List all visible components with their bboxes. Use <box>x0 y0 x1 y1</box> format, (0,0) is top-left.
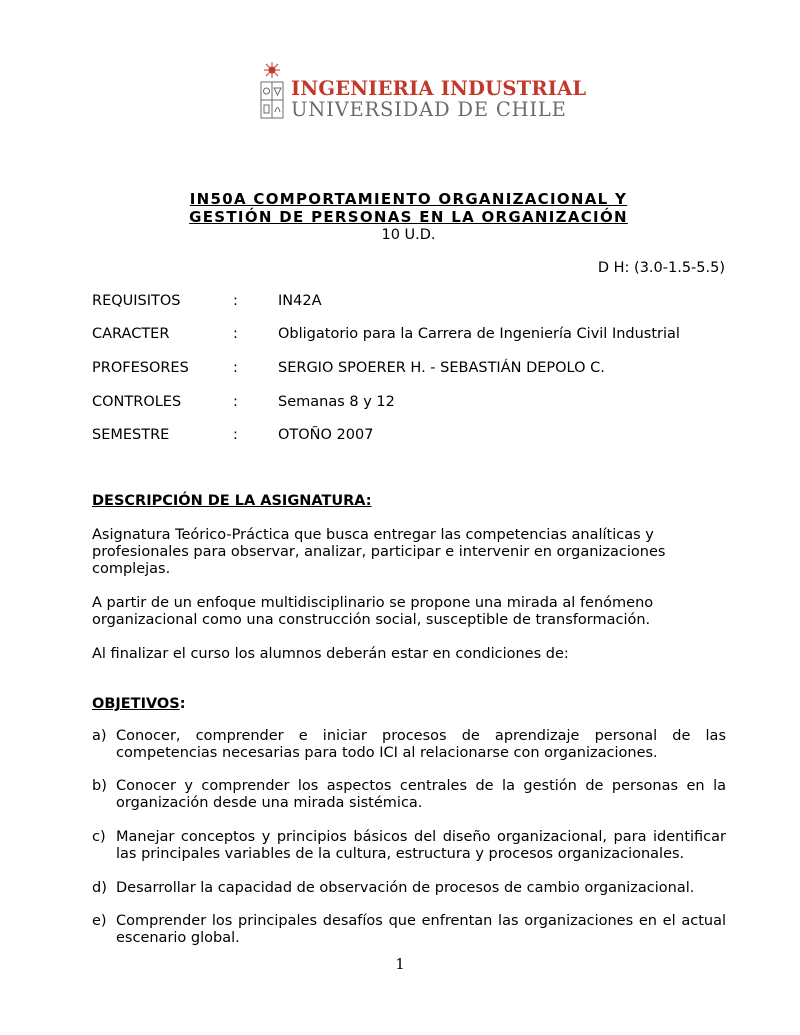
description-paragraph-1: Asignatura Teórico-Práctica que busca entregar las competencias analíticas y profesionales para observar, analizar, participar e intervenir en organizaciones complejas. <box>92 527 666 577</box>
objectives-heading-colon: : <box>179 696 186 712</box>
objective-item <box>92 913 726 947</box>
objective-text: Manejar conceptos y principios básicos del diseño organizacional, para identificar las principales variables de la cultura, estructura y procesos organizacionales. <box>116 829 726 862</box>
info-value: Obligatorio para la Carrera de Ingeniería Civil Industrial <box>278 326 680 342</box>
page-number: 1 <box>395 955 405 973</box>
info-key: CONTROLES <box>92 394 182 410</box>
logo-subtitle: UNIVERSIDAD DE CHILE <box>291 98 567 121</box>
info-sep: : <box>233 360 238 376</box>
info-value: IN42A <box>278 293 322 309</box>
description-paragraph-3: Al finalizar el curso los alumnos deberán estar en condiciones de: <box>92 646 569 662</box>
course-title-line-1: IN50A COMPORTAMIENTO ORGANIZACIONAL Y <box>189 190 628 208</box>
info-sep: : <box>233 293 238 309</box>
logo <box>258 60 587 122</box>
info-value: OTOÑO 2007 <box>278 427 374 443</box>
objective-letter: a) <box>92 728 107 744</box>
objective-letter: d) <box>92 880 107 896</box>
course-title-line-2: GESTIÓN DE PERSONAS EN LA ORGANIZACIÓN <box>189 208 628 226</box>
objective-text: Conocer, comprender e iniciar procesos de aprendizaje personal de las competencias necesarias para todo ICI al relacionarse con organizaciones. <box>116 728 726 761</box>
objective-item <box>92 880 726 897</box>
objective-text: Desarrollar la capacidad de observación de procesos de cambio organizacional. <box>116 880 695 896</box>
logo-title: INGENIERIA INDUSTRIAL <box>291 77 587 100</box>
objective-letter: c) <box>92 829 106 845</box>
objective-text: Comprender los principales desafíos que enfrentan las organizaciones en el actual escenario global. <box>116 913 726 946</box>
info-key: PROFESORES <box>92 360 189 376</box>
objective-item <box>92 778 726 812</box>
info-value: SERGIO SPOERER H. - SEBASTIÁN DEPOLO C. <box>278 360 605 376</box>
objectives-heading <box>92 696 186 712</box>
info-key: CARACTER <box>92 326 170 342</box>
info-key: REQUISITOS <box>92 293 181 309</box>
university-seal-icon <box>258 60 286 120</box>
info-sep: : <box>233 326 238 342</box>
info-value: Semanas 8 y 12 <box>278 394 395 410</box>
course-hours: D H: (3.0-1.5-5.5) <box>597 260 725 276</box>
info-sep: : <box>233 394 238 410</box>
objective-letter: e) <box>92 913 107 929</box>
description-paragraph-2: A partir de un enfoque multidisciplinario se propone una mirada al fenómeno organizacional como una construcción social, susceptible de transformación. <box>92 595 654 628</box>
objectives-heading-text: OBJETIVOS <box>92 696 180 712</box>
info-sep: : <box>233 427 238 443</box>
objective-item <box>92 829 726 863</box>
info-key: SEMESTRE <box>92 427 170 443</box>
objective-item <box>92 728 726 762</box>
objective-letter: b) <box>92 778 107 794</box>
objective-text: Conocer y comprender los aspectos centrales de la gestión de personas en la organización desde una mirada sistémica. <box>116 778 726 811</box>
description-heading: DESCRIPCIÓN DE LA ASIGNATURA: <box>92 493 372 509</box>
course-units: 10 U.D. <box>381 227 436 243</box>
